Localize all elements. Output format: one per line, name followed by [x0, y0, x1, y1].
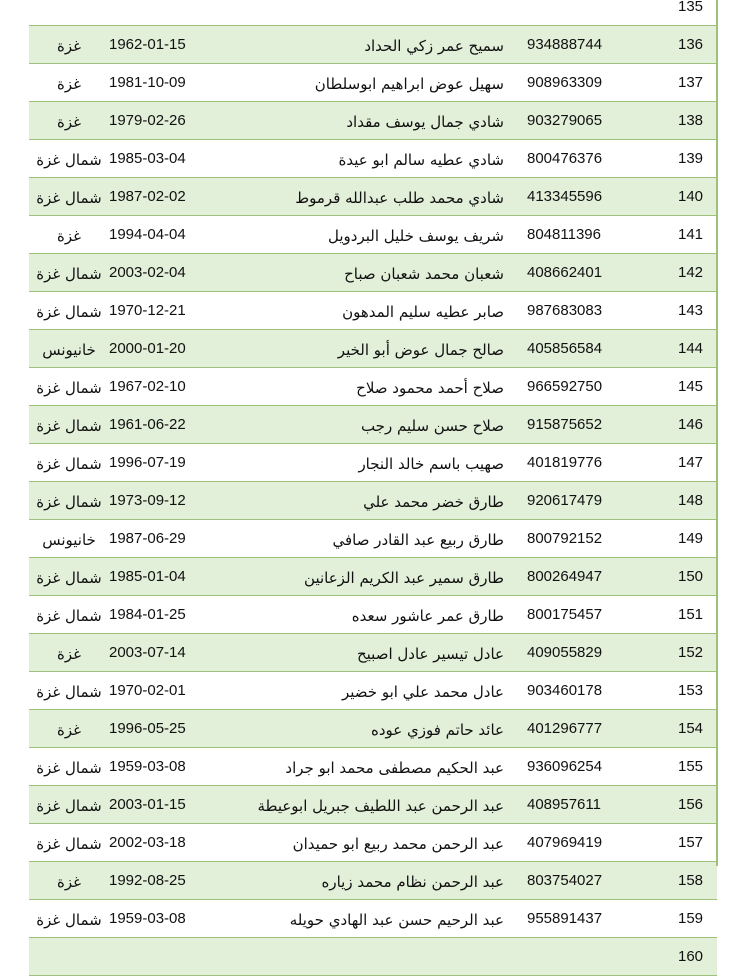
id-number-cell: 413345596	[514, 178, 647, 216]
region-cell: شمال غزة	[29, 596, 109, 634]
id-number-cell: 920617479	[514, 482, 647, 520]
full-name-cell: صلاح أحمد محمود صلاح	[217, 368, 514, 406]
row-number-cell: 149	[647, 520, 717, 558]
table-row	[29, 748, 717, 786]
table-row	[29, 0, 717, 26]
id-number-cell: 803754027	[514, 862, 647, 900]
birth-date-cell: 1987-06-29	[109, 520, 217, 558]
full-name-cell	[217, 0, 514, 26]
birth-date-cell: 2000-01-20	[109, 330, 217, 368]
full-name-cell: صهيب باسم خالد النجار	[217, 444, 514, 482]
table-row	[29, 710, 717, 748]
row-number-cell: 154	[647, 710, 717, 748]
region-cell: غزة	[29, 862, 109, 900]
region-cell: شمال غزة	[29, 786, 109, 824]
region-cell: شمال غزة	[29, 406, 109, 444]
birth-date-cell: 1994-04-04	[109, 216, 217, 254]
birth-date-cell: 1987-02-02	[109, 178, 217, 216]
table-row	[29, 558, 717, 596]
id-number-cell: 915875652	[514, 406, 647, 444]
full-name-cell: عائد حاتم فوزي عوده	[217, 710, 514, 748]
row-number-cell: 159	[647, 900, 717, 938]
region-cell: غزة	[29, 64, 109, 102]
birth-date-cell: 1996-07-19	[109, 444, 217, 482]
full-name-cell: شادي محمد طلب عبدالله قرموط	[217, 178, 514, 216]
region-cell: شمال غزة	[29, 900, 109, 938]
region-cell: شمال غزة	[29, 748, 109, 786]
id-number-cell: 804811396	[514, 216, 647, 254]
full-name-cell: سميح عمر زكي الحداد	[217, 26, 514, 64]
full-name-cell: شادي جمال يوسف مقداد	[217, 102, 514, 140]
birth-date-cell: 1979-02-26	[109, 102, 217, 140]
table-row	[29, 102, 717, 140]
id-number-cell: 409055829	[514, 634, 647, 672]
region-cell	[29, 938, 109, 976]
id-number-cell: 966592750	[514, 368, 647, 406]
id-number-cell: 405856584	[514, 330, 647, 368]
full-name-cell: عبد الرحمن محمد ربيع ابو حميدان	[217, 824, 514, 862]
birth-date-cell: 1959-03-08	[109, 900, 217, 938]
table-row	[29, 64, 717, 102]
full-name-cell: طارق ربيع عبد القادر صافي	[217, 520, 514, 558]
id-number-cell: 408957611	[514, 786, 647, 824]
row-number-cell: 135	[647, 0, 717, 26]
birth-date-cell: 1985-01-04	[109, 558, 217, 596]
birth-date-cell: 1967-02-10	[109, 368, 217, 406]
full-name-cell: عبد الرحيم حسن عبد الهادي حويله	[217, 900, 514, 938]
birth-date-cell: 1985-03-04	[109, 140, 217, 178]
full-name-cell: عبد الرحمن عبد اللطيف جبريل ابوعيطة	[217, 786, 514, 824]
row-number-cell: 157	[647, 824, 717, 862]
full-name-cell: شريف يوسف خليل البردويل	[217, 216, 514, 254]
table-row	[29, 292, 717, 330]
row-number-cell: 141	[647, 216, 717, 254]
region-cell: غزة	[29, 216, 109, 254]
birth-date-cell: 1961-06-22	[109, 406, 217, 444]
records-table-container	[29, 0, 717, 965]
id-number-cell: 934888744	[514, 26, 647, 64]
row-number-cell: 158	[647, 862, 717, 900]
full-name-cell: عبد الرحمن نظام محمد زياره	[217, 862, 514, 900]
region-cell: شمال غزة	[29, 292, 109, 330]
id-number-cell: 908963309	[514, 64, 647, 102]
table-row	[29, 862, 717, 900]
id-number-cell: 800264947	[514, 558, 647, 596]
row-number-cell: 160	[647, 938, 717, 976]
row-number-cell: 153	[647, 672, 717, 710]
row-number-cell: 144	[647, 330, 717, 368]
row-number-cell: 140	[647, 178, 717, 216]
table-row	[29, 254, 717, 292]
table-row	[29, 178, 717, 216]
birth-date-cell: 1996-05-25	[109, 710, 217, 748]
row-number-cell: 139	[647, 140, 717, 178]
region-cell: شمال غزة	[29, 368, 109, 406]
region-cell	[29, 0, 109, 26]
region-cell: خانيونس	[29, 330, 109, 368]
row-number-cell: 148	[647, 482, 717, 520]
full-name-cell: طارق عمر عاشور سعده	[217, 596, 514, 634]
full-name-cell: صالح جمال عوض أبو الخير	[217, 330, 514, 368]
birth-date-cell: 1970-02-01	[109, 672, 217, 710]
id-number-cell: 800476376	[514, 140, 647, 178]
full-name-cell: شادي عطيه سالم ابو عيدة	[217, 140, 514, 178]
region-cell: شمال غزة	[29, 254, 109, 292]
region-cell: غزة	[29, 102, 109, 140]
id-number-cell	[514, 938, 647, 976]
region-cell: شمال غزة	[29, 444, 109, 482]
row-number-cell: 156	[647, 786, 717, 824]
id-number-cell: 955891437	[514, 900, 647, 938]
records-table	[29, 0, 717, 976]
full-name-cell: شعبان محمد شعبان صباح	[217, 254, 514, 292]
table-row	[29, 216, 717, 254]
table-row	[29, 368, 717, 406]
id-number-cell: 401296777	[514, 710, 647, 748]
full-name-cell: صلاح حسن سليم رجب	[217, 406, 514, 444]
full-name-cell: عادل محمد علي ابو خضير	[217, 672, 514, 710]
full-name-cell: طارق سمير عبد الكريم الزعانين	[217, 558, 514, 596]
region-cell: شمال غزة	[29, 824, 109, 862]
table-row	[29, 26, 717, 64]
row-number-cell: 147	[647, 444, 717, 482]
id-number-cell: 800175457	[514, 596, 647, 634]
table-row	[29, 330, 717, 368]
id-number-cell: 987683083	[514, 292, 647, 330]
row-number-cell: 152	[647, 634, 717, 672]
full-name-cell: صابر عطيه سليم المدهون	[217, 292, 514, 330]
birth-date-cell: 2003-07-14	[109, 634, 217, 672]
table-row	[29, 140, 717, 178]
birth-date-cell	[109, 0, 217, 26]
row-number-cell: 146	[647, 406, 717, 444]
records-table-body	[29, 0, 717, 976]
row-number-cell: 142	[647, 254, 717, 292]
table-row	[29, 938, 717, 976]
id-number-cell: 408662401	[514, 254, 647, 292]
full-name-cell: سهيل عوض ابراهيم ابوسلطان	[217, 64, 514, 102]
row-number-cell: 145	[647, 368, 717, 406]
birth-date-cell: 2003-02-04	[109, 254, 217, 292]
birth-date-cell: 1973-09-12	[109, 482, 217, 520]
row-number-cell: 155	[647, 748, 717, 786]
id-number-cell: 903460178	[514, 672, 647, 710]
full-name-cell: طارق خضر محمد علي	[217, 482, 514, 520]
table-row	[29, 824, 717, 862]
region-cell: شمال غزة	[29, 482, 109, 520]
region-cell: شمال غزة	[29, 558, 109, 596]
region-cell: شمال غزة	[29, 672, 109, 710]
table-row	[29, 406, 717, 444]
table-row	[29, 786, 717, 824]
id-number-cell: 903279065	[514, 102, 647, 140]
birth-date-cell: 2003-01-15	[109, 786, 217, 824]
region-cell: شمال غزة	[29, 140, 109, 178]
birth-date-cell: 1962-01-15	[109, 26, 217, 64]
full-name-cell: عبد الحكيم مصطفى محمد ابو جراد	[217, 748, 514, 786]
table-row	[29, 672, 717, 710]
birth-date-cell: 1970-12-21	[109, 292, 217, 330]
table-row	[29, 900, 717, 938]
birth-date-cell: 1981-10-09	[109, 64, 217, 102]
row-number-cell: 143	[647, 292, 717, 330]
region-cell: غزة	[29, 634, 109, 672]
table-right-border	[716, 0, 718, 866]
region-cell: خانيونس	[29, 520, 109, 558]
row-number-cell: 138	[647, 102, 717, 140]
birth-date-cell: 2002-03-18	[109, 824, 217, 862]
id-number-cell: 401819776	[514, 444, 647, 482]
region-cell: غزة	[29, 26, 109, 64]
id-number-cell: 936096254	[514, 748, 647, 786]
birth-date-cell	[109, 938, 217, 976]
region-cell: غزة	[29, 710, 109, 748]
full-name-cell: عادل تيسير عادل اصبيح	[217, 634, 514, 672]
row-number-cell: 150	[647, 558, 717, 596]
id-number-cell	[514, 0, 647, 26]
table-row	[29, 634, 717, 672]
table-row	[29, 596, 717, 634]
row-number-cell: 136	[647, 26, 717, 64]
birth-date-cell: 1959-03-08	[109, 748, 217, 786]
table-row	[29, 520, 717, 558]
row-number-cell: 137	[647, 64, 717, 102]
birth-date-cell: 1992-08-25	[109, 862, 217, 900]
table-row	[29, 482, 717, 520]
region-cell: شمال غزة	[29, 178, 109, 216]
row-number-cell: 151	[647, 596, 717, 634]
full-name-cell	[217, 938, 514, 976]
birth-date-cell: 1984-01-25	[109, 596, 217, 634]
id-number-cell: 407969419	[514, 824, 647, 862]
table-row	[29, 444, 717, 482]
id-number-cell: 800792152	[514, 520, 647, 558]
